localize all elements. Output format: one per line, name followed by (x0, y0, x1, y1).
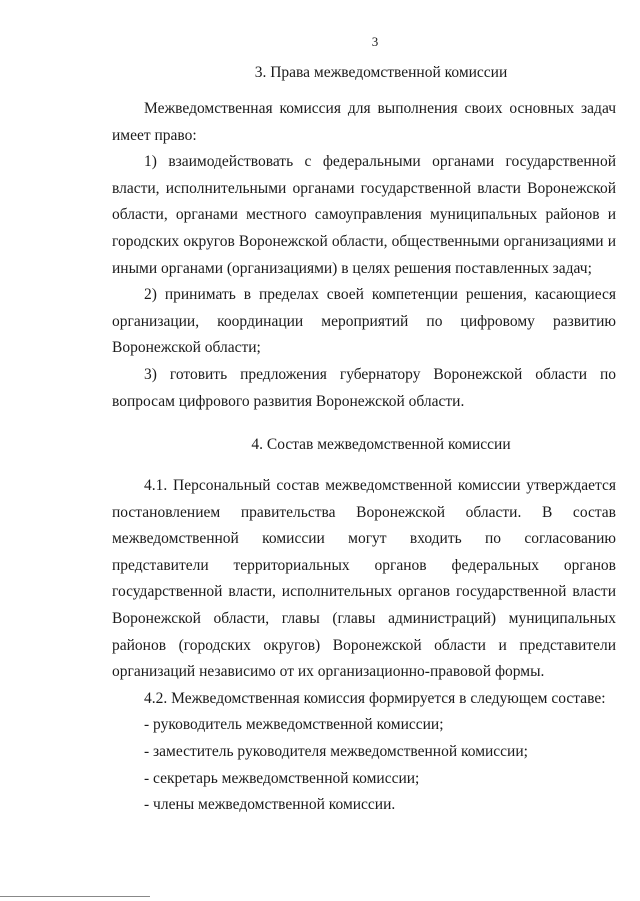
section-3-item-2: 2) принимать в пределах своей компетенции решения, касающиеся организации, координации мероприятий по цифровому развитию Воронежской области; (112, 286, 616, 357)
section-3-item-1: 1) взаимодействовать с федеральными органами государственной власти, исполнительными органами государственной власти Воронежской области, органами местного самоуправления муниципальных районов и городских округов Воронежской области, общественными организациями и иными органами (организациями) в целях решения поставленных задач; (112, 153, 616, 277)
page-number: 3 (371, 34, 379, 49)
section-4-paragraph-2: 4.2. Межведомственная комиссия формируется в следующем составе: (144, 689, 606, 707)
member-item-secretary: - секретарь межведомственной комиссии; (144, 769, 420, 787)
bottom-divider (0, 896, 150, 897)
member-item-head: - руководитель межведомственной комиссии; (144, 716, 444, 734)
section-3-title: 3. Права межведомственной комиссии (254, 64, 508, 81)
section-4-body (112, 473, 616, 819)
section-3-body (112, 96, 616, 415)
section-3-intro: Межведомственная комиссия для выполнения своих основных задач имеет право: (112, 100, 616, 144)
member-item-members: - члены межведомственной комиссии. (144, 796, 396, 814)
section-3-item-3: 3) готовить предложения губернатору Воронежской области по вопросам цифрового развития Воронежской области. (112, 365, 616, 410)
member-item-deputy: - заместитель руководителя межведомственной комиссии; (144, 742, 528, 760)
section-4-title: 4. Состав межведомственной комиссии (251, 436, 511, 453)
section-4-paragraph-1: 4.1. Персональный состав межведомственной комиссии утверждается постановлением правительства Воронежской области. В состав межведомственной комиссии могут входить по согласованию представители территориальных органов федеральных органов государственной власти, исполнительных органов государственной власти Воронежской области, главы (главы администраций) муниципальных районов (городских округов) Воронежской области и представители организаций независимо от их организационно-правовой формы. (112, 477, 616, 681)
